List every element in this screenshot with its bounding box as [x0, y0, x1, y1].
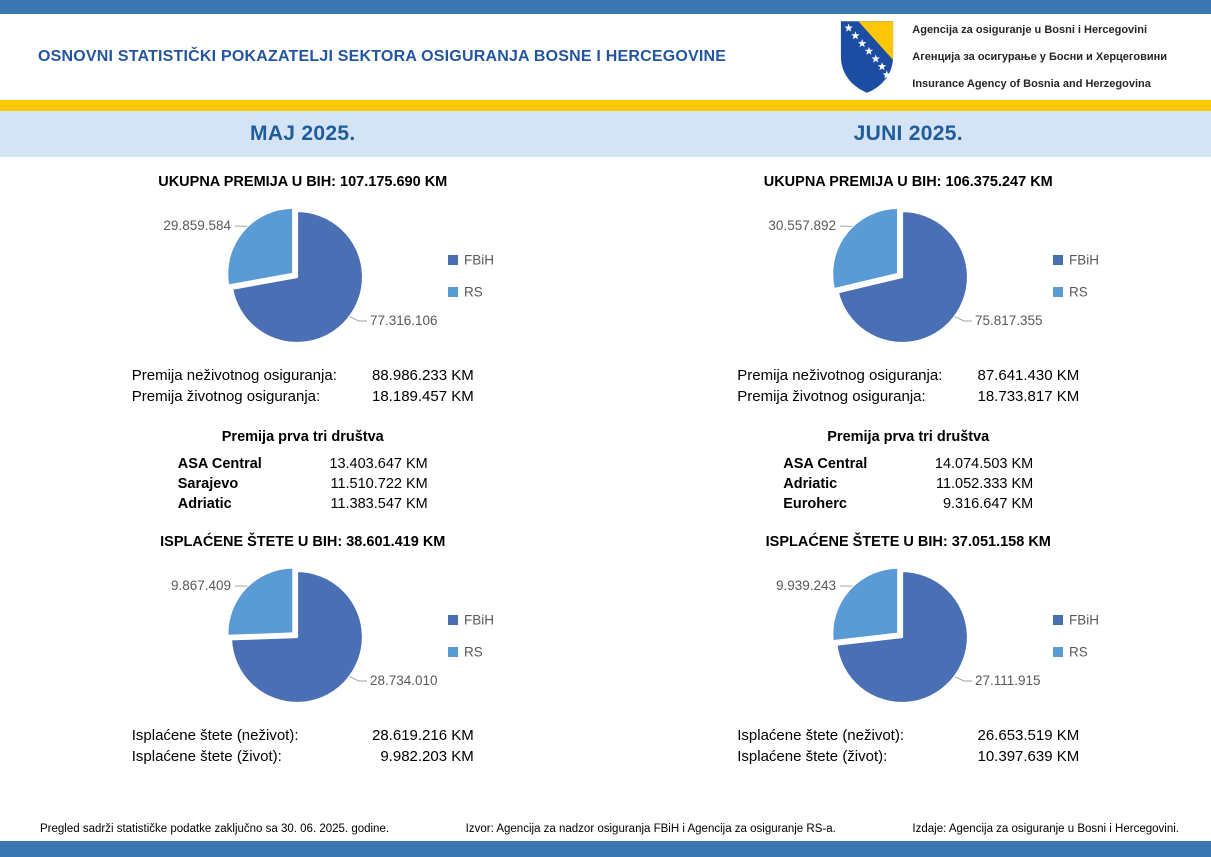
page-header — [0, 14, 1211, 100]
bottom-accent-bar — [0, 841, 1211, 857]
table-row — [783, 454, 1033, 474]
footer-publisher: Izdaje: Agencija za osiguranje u Bosni i Hercegovini. — [912, 823, 1179, 835]
juni-premium-title: UKUPNA PREMIJA U BIH: 106.375.247 KM — [763, 174, 1053, 190]
juni-nonlife-premium-label: Premija neživotnog osiguranja: — [737, 367, 943, 384]
svg-text:FBiH: FBiH — [463, 252, 494, 268]
juni-life-premium-label: Premija životnog osiguranja: — [737, 388, 926, 405]
table-row — [783, 494, 1033, 514]
juni-nonlife-claims-value: 26.653.519 KM — [977, 727, 1080, 744]
svg-text:RS: RS — [463, 644, 483, 660]
column-maj — [0, 157, 606, 767]
juni-top3-name-1: ASA Central — [783, 456, 868, 472]
yellow-accent-bar — [0, 100, 1211, 111]
coat-of-arms-icon — [838, 18, 896, 96]
maj-top3-value-2: 11.510.722 KM — [330, 476, 428, 492]
footer-note: Pregled sadrži statističke podatke zaključno sa 30. 06. 2025. godine. — [40, 823, 390, 835]
agency-name-cyrillic: Агенција за осигурање у Босни и Херцеговини — [912, 50, 1167, 63]
table-row — [178, 454, 428, 474]
maj-top3-value-3: 11.383.547 KM — [330, 496, 428, 512]
juni-top3-title: Premija prva tri društva — [827, 429, 990, 445]
juni-claims-title: ISPLAĆENE ŠTETE U BIH: 37.051.158 KM — [765, 534, 1051, 550]
maj-nonlife-claims-row — [132, 725, 474, 746]
period-cell-juni — [606, 111, 1211, 157]
svg-text:9.867.409: 9.867.409 — [170, 578, 231, 593]
maj-claims-breakdown — [132, 725, 474, 767]
juni-top3-table — [783, 454, 1033, 514]
column-juni — [606, 157, 1211, 767]
svg-text:FBiH: FBiH — [1069, 252, 1100, 268]
maj-claims-pie-chart — [73, 557, 533, 717]
svg-text:27.111.915: 27.111.915 — [975, 673, 1041, 688]
maj-claims-title: ISPLAĆENE ŠTETE U BIH: 38.601.419 KM — [160, 534, 446, 550]
svg-text:FBiH: FBiH — [463, 612, 494, 628]
maj-premium-title: UKUPNA PREMIJA U BIH: 107.175.690 KM — [158, 174, 448, 190]
juni-top3-value-1: 14.074.503 KM — [934, 456, 1034, 472]
maj-nonlife-premium-row — [132, 365, 474, 386]
juni-top3-name-3: Euroherc — [783, 496, 847, 512]
maj-nonlife-premium-label: Premija neživotnog osiguranja: — [131, 367, 337, 384]
juni-premium-breakdown — [737, 365, 1079, 407]
juni-top3-value-2: 11.052.333 KM — [935, 476, 1034, 492]
juni-claims-breakdown — [737, 725, 1079, 767]
maj-nonlife-claims-label: Isplaćene štete (neživot): — [131, 727, 299, 744]
maj-top3-name-2: Sarajevo — [177, 476, 239, 492]
svg-text:77.316.106: 77.316.106 — [369, 313, 438, 328]
juni-nonlife-premium-value: 87.641.430 KM — [977, 367, 1080, 384]
table-row — [178, 494, 428, 514]
svg-text:RS: RS — [1069, 644, 1089, 660]
maj-top3-value-1: 13.403.647 KM — [329, 456, 428, 472]
page-title: OSNOVNI STATISTIČKI POKAZATELJI SEKTORA OSIGURANJA BOSNE I HERCEGOVINE — [38, 48, 727, 65]
svg-text:75.817.355: 75.817.355 — [975, 313, 1043, 328]
svg-text:FBiH: FBiH — [1069, 612, 1100, 628]
maj-top3-title: Premija prva tri društva — [221, 429, 384, 445]
maj-premium-pie-chart — [73, 197, 533, 357]
main-content — [0, 157, 1211, 767]
page-footer — [0, 823, 1211, 835]
maj-nonlife-claims-value: 28.619.216 KM — [372, 727, 474, 744]
maj-premium-breakdown — [132, 365, 474, 407]
juni-nonlife-premium-row — [737, 365, 1079, 386]
svg-text:29.859.584: 29.859.584 — [163, 218, 231, 233]
table-row — [783, 474, 1033, 494]
agency-logo — [838, 17, 1211, 98]
agency-name-bosnian: Agencija za osiguranje u Bosni i Hercegovini — [912, 23, 1148, 36]
period-band — [0, 111, 1211, 157]
maj-life-premium-label: Premija životnog osiguranja: — [131, 388, 321, 405]
agency-name-block — [912, 17, 1167, 98]
juni-top3-name-2: Adriatic — [783, 476, 838, 492]
juni-life-premium-row — [737, 386, 1079, 407]
juni-life-claims-row — [737, 746, 1079, 767]
juni-life-claims-label: Isplaćene štete (život): — [737, 748, 888, 765]
maj-top3-name-1: ASA Central — [177, 456, 262, 472]
juni-nonlife-claims-row — [737, 725, 1079, 746]
maj-life-claims-label: Isplaćene štete (život): — [131, 748, 282, 765]
top-accent-bar — [0, 0, 1211, 14]
maj-top3-table — [178, 454, 428, 514]
table-row — [178, 474, 428, 494]
footer-source: Izvor: Agencija za nadzor osiguranja FBiH i Agencija za osiguranje RS-a. — [465, 823, 836, 835]
period-cell-maj — [0, 111, 606, 157]
juni-nonlife-claims-label: Isplaćene štete (neživot): — [737, 727, 905, 744]
juni-premium-pie-chart — [678, 197, 1138, 357]
maj-top3-name-3: Adriatic — [177, 496, 232, 512]
svg-text:30.557.892: 30.557.892 — [768, 218, 837, 233]
maj-life-premium-value: 18.189.457 KM — [372, 388, 474, 405]
maj-life-claims-row — [132, 746, 474, 767]
agency-name-english: Insurance Agency of Bosnia and Herzegovina — [912, 77, 1151, 90]
maj-nonlife-premium-value: 88.986.233 KM — [372, 367, 474, 384]
maj-life-claims-value: 9.982.203 KM — [380, 748, 474, 765]
juni-life-premium-value: 18.733.817 KM — [977, 388, 1080, 405]
juni-life-claims-value: 10.397.639 KM — [977, 748, 1080, 765]
period-heading-maj: MAJ 2025. — [250, 122, 356, 145]
svg-text:RS: RS — [1069, 284, 1089, 300]
svg-text:9.939.243: 9.939.243 — [776, 578, 837, 593]
juni-claims-pie-chart — [678, 557, 1138, 717]
maj-life-premium-row — [132, 386, 474, 407]
juni-top3-value-3: 9.316.647 KM — [942, 496, 1034, 512]
period-heading-juni: JUNI 2025. — [853, 122, 963, 145]
svg-text:RS: RS — [463, 284, 483, 300]
svg-text:28.734.010: 28.734.010 — [369, 673, 438, 688]
